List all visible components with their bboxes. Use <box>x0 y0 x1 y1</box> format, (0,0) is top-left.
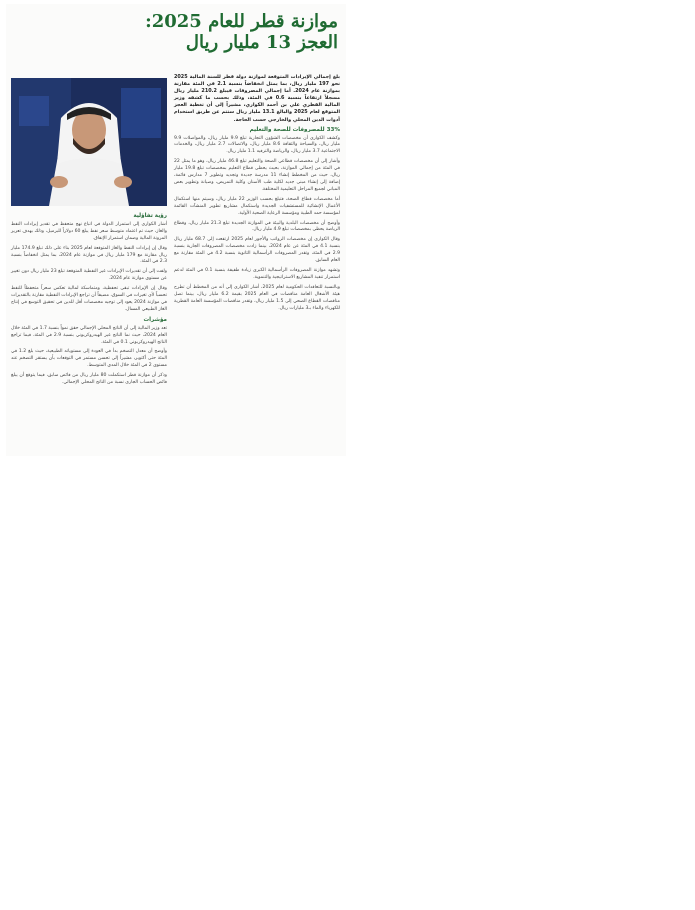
paragraph: وأشار إلى أن مخصصات قطاعي الصحة والتعليم تبلغ 46.8 مليار ريال، وهو ما يمثل 22 في المئة من إجمالي الموازنة، بحيث يحظى قطاع التعليم بمخصصات تبلغ 19.8 مليار ريال، حيث من المخطط إنشاء 11 مدرسة جديدة وتجديد وتطوير 7 مدارس قائمة، إضافة إلى إنشاء مبنى جديد لكلية طب الأسنان وكلية التمريض، وصيانة وتطوير بعض المباني لجميع المراحل التعليمية المختلفة. <box>174 159 340 192</box>
paragraph: وقال الكواري إن مخصصات الرواتب والأجور لعام 2025 ارتفعت إلى 68.7 مليار ريال بنسبة 4.1 في المئة عن عام 2024، بينما زادت مخصصات المصروفات الجارية بنسبة 2.9 في المئة، وتقدر المصروفات الرأسمالية الثانوية بنسبة 4.2 في المئة مقارنة مع العام السابق. <box>174 237 341 264</box>
article-lead: بلغ إجمالي الإيرادات المتوقعة لموازنة دولة قطر للسنة المالية 2025 نحو 197 مليار ريال، بما يمثل انخفاضاً بنسبة 2.1 في المئة مقارنة بموازنة عام 2024. أما إجمالي المصروفات فيبلغ 210.2 مليار ريال مسجلاً ارتفاعاً بنسبة 0.6 في المئة، وذلك بحسب ما كشفه وزير المالية القطري علي بن أحمد الكواري، مشيراً إلى أن تغطية العجز المتوقع لعام 2025 والبالغ 13.1 مليار ريال ستتم عن طريق استخدام أدوات الدين المحلي والخارجي حسب الحاجة. <box>174 74 341 123</box>
paragraph: ولفت إلى أن تقديرات الإيرادات غير النفطية المتوقعة تبلغ 23 مليار ريال دون تغيير عن مستوى موازنة عام 2024. <box>11 269 167 282</box>
minister-photo <box>11 78 167 206</box>
article-headline <box>18 12 338 53</box>
paragraph: وقال إن إيرادات النفط والغاز المتوقعة لعام 2025 بناء على ذلك تبلغ 174.9 مليار ريال مقارنة مع 179 مليار ريال في موازنة عام 2024، بما يمثل انخفاضاً بنسبة 2.3 في المئة. <box>11 245 167 265</box>
subhead-spending: 33% للمصروفات للصحة والتعليم <box>249 126 340 133</box>
paragraph: أشار الكواري إلى استمرار الدولة في اتباع نهج متحفظ في تقدير إيرادات النفط والغاز، حيث تم اعتماد متوسط سعر نفط يبلغ 60 دولاراً للبرميل، وذلك بهدف تعزيز المرونة المالية وضمان استمرار الإنفاق. <box>11 221 168 241</box>
article-column-left <box>11 210 167 390</box>
subhead-growth: مؤشرات <box>143 316 167 323</box>
headline-line-1: موازنة قطر للعام 2025: <box>145 11 338 32</box>
headline-line-2: العجز 13 مليار ريال <box>185 31 338 53</box>
paragraph: وأوضح أن مخصصات البلدية والبيئة في الموازنة الجديدة تبلغ 21.3 مليار ريال، وقطاع الرياضة يحظى بمخصصات تبلغ 4.9 مليار ريال. <box>174 220 340 233</box>
newspaper-clipping <box>6 4 346 456</box>
portrait-illustration <box>11 78 167 206</box>
paragraph: وكشف الكواري أن مخصصات الشؤون التجارية تبلغ 9.9 مليار ريال، والمواصلات 9.9 مليار ريال، والسياحة والثقافة 8.6 مليار ريال، والاتصالات 2.7 مليار ريال، والخدمات الاجتماعية 3.7 مليار ريال، والرياضة والترفيه 1.1 مليار ريال. <box>174 135 340 155</box>
subhead-outlook: رؤية تفاؤلية <box>133 213 167 219</box>
article-column-right <box>174 74 340 315</box>
paragraph: وقال إن الإيرادات تبقى تحفظية، ومتماسكة لمالية تعكس سعراً متحفظاً للنفط تحسباً لأي تغيرات في السوق، مضيفاً أن تراجع الإيرادات النفطية مقارنة بالتقديرات في موازنة 2024 يعود إلى توجيه مخصصات أقل للدين في تحقيق التوسع في إنتاج الغاز الطبيعي المسال. <box>11 286 167 312</box>
paragraph: وذكر أن موازنة قطر استكملت 80 مليار ريال من فائض سابق، فيما يتوقع أن يبلغ فائض الحساب الجاري نسبة من الناتج المحلي الإجمالي. <box>11 373 167 386</box>
paragraph: تعد وزير المالية إلى أن الناتج المحلي الإجمالي حقق نمواً بنسبة 1.7 في المئة خلال العام 2024، حيث نما الناتج غير الهيدروكربوني بنسبة 2.9 في المئة، فيما تراجع الناتج الهيدروكربوني 0.1 في المئة. <box>11 325 167 345</box>
paragraph: وبالنسبة للتعاقدات الحكومية لعام 2025، أشار الكواري إلى أنه من المخطط أن تطرح هيئة الأشغال العامة مناقصات في العام 2025 بقيمة 6.2 مليار ريال، بينما تصل مناقصات القطاع الصحي إلى 1.5 مليار ريال، وتقدر مناقصات المؤسسة العامة القطرية للكهرباء والماء بـ3 مليارات ريال. <box>174 284 340 311</box>
paragraph: وأوضح أن معدل التضخم بدأ في العودة إلى مستوياته الطبيعية، حيث بلغ 1.2 في المئة حتى أكتوبر، مشيراً إلى تحسن مستمر في التوقعات بأن يستقر التضخم عند مستوى 2 في المئة خلال المدى المتوسط. <box>11 349 167 369</box>
paragraph: أما مخصصات قطاع الصحة، فتبلغ بحسب الوزير 22 مليار ريال، وسيتم منها استكمال الأعمال الإنشائية للمستشفيات الجديدة واستكمال مشاريع تطوير المنشآت القائمة لمؤسسة حمد الطبية ومؤسسة الرعاية الصحية الأولية. <box>174 196 340 216</box>
paragraph: وتشهد موازنة المصروفات الرأسمالية الكبرى زيادة طفيفة بنسبة 0.1 في المئة لدعم استمرار تنفيذ المشاريع الاستراتيجية والتنموية. <box>174 267 340 280</box>
